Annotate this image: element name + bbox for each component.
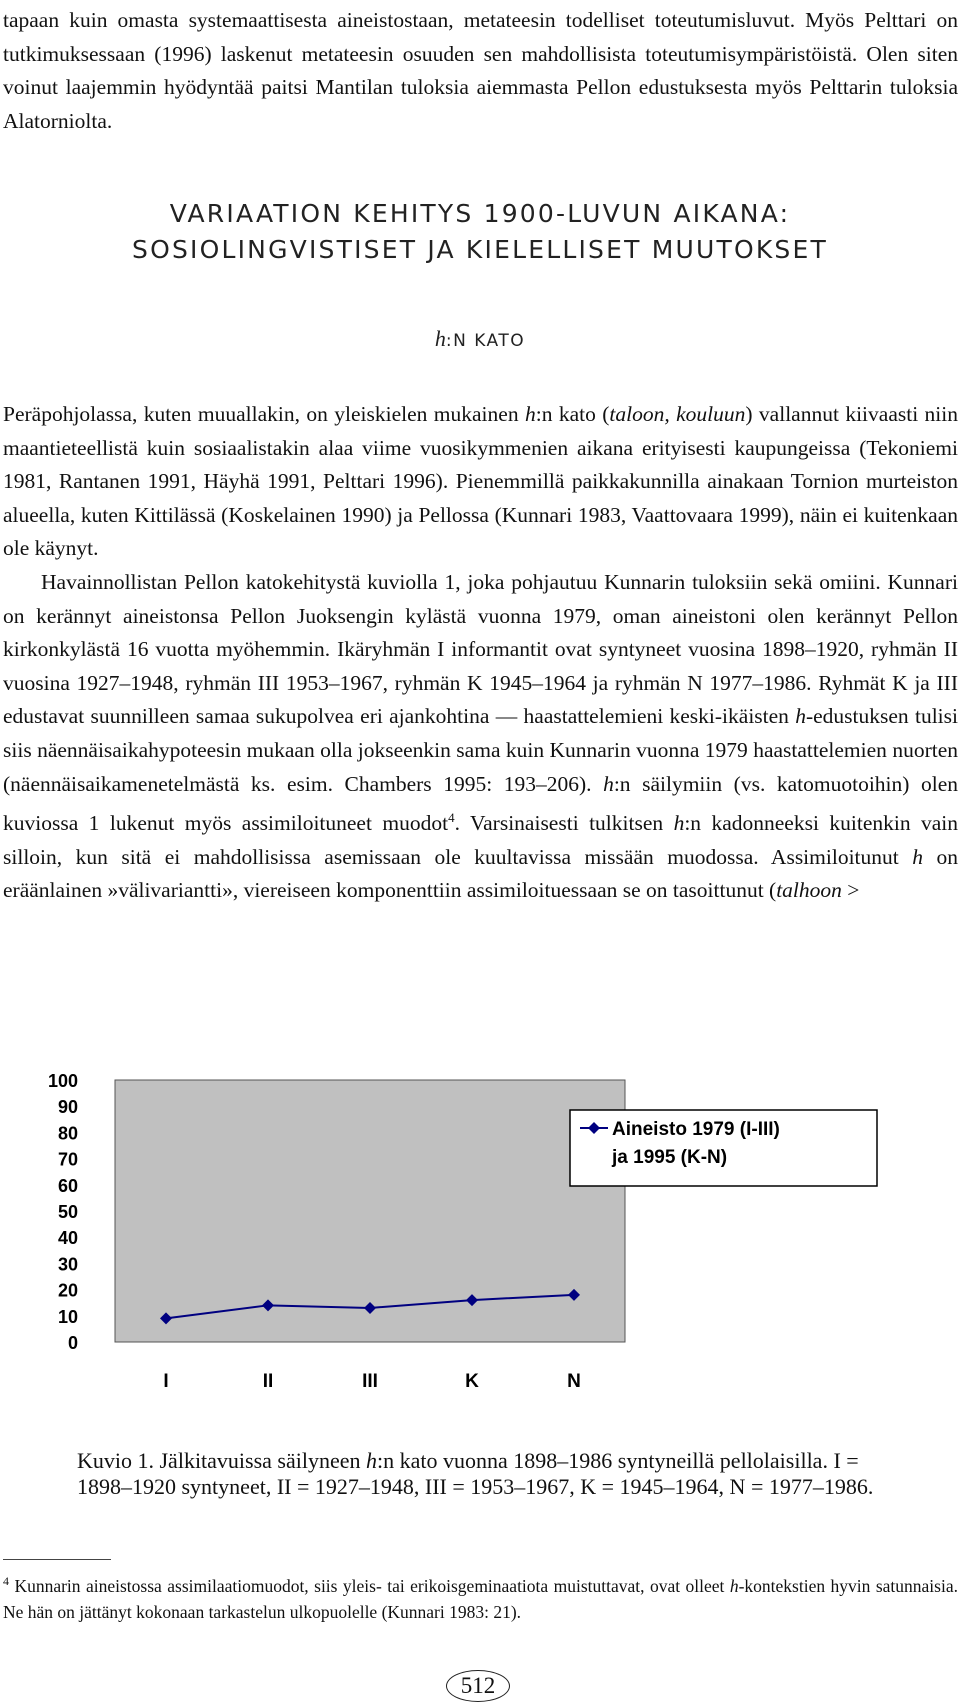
p2-italic-h1: h (795, 704, 806, 729)
section-heading-line1: VARIAATION KEHITYS 1900-LUVUN AIKANA: (169, 199, 791, 228)
x-tick-label: N (567, 1371, 581, 1392)
y-tick-label: 100 (47, 1071, 78, 1091)
figure-caption (77, 1448, 917, 1500)
legend-label-line2: ja 1995 (K-N) (612, 1147, 728, 1168)
subsection-heading-rest: :N KATO (445, 331, 526, 351)
p1-text-b: :n kato ( (535, 402, 610, 426)
x-tick-label: III (362, 1371, 378, 1392)
y-tick-label: 10 (57, 1306, 78, 1327)
paragraph-2 (3, 566, 958, 908)
p2-text-b: -edustuksen tulisi siis näennäisaikahypoteesin mukaan olla jokseenkin sama kuin Kunnarin vuonna 1979 haastattelemien nuorten (näennäisaikamenetelmästä ks. esim. Chambers 1995: 193–206). (3, 704, 958, 796)
section-heading (0, 196, 960, 268)
x-tick-label: I (163, 1371, 169, 1392)
x-tick-label: K (465, 1371, 479, 1392)
y-tick-label: 80 (57, 1123, 78, 1144)
y-tick-label: 60 (57, 1175, 78, 1196)
footnote-ref[interactable]: 4 (448, 810, 455, 826)
page-number: 512 (460, 1673, 496, 1698)
caption-text-b: :n kato vuonna 1898–1986 syntyneillä pellolaisilla. I = 1898–1920 syntyneet, II = 1927–1948, III = 1953–1967, K = 1945–1964, N = 1977–1986. (77, 1448, 874, 1499)
legend-label-line1: Aineisto 1979 (I-III) (612, 1119, 780, 1140)
p2-text-d: . Varsinaisesti tulkitsen (454, 811, 674, 836)
caption-italic-h: h (366, 1448, 378, 1473)
p1-italic-example: taloon, kouluun (609, 402, 746, 426)
line-chart (30, 1070, 910, 1430)
y-tick-label: 70 (57, 1149, 78, 1170)
caption-text-a: Kuvio 1. Jälkitavuissa säilyneen (77, 1448, 367, 1473)
p2-italic-h4: h (912, 844, 923, 869)
legend (570, 1110, 877, 1186)
p2-italic-example: talhoon (776, 878, 842, 903)
p1-text-a: Peräpohjolassa, kuten muuallakin, on yleiskielen mukainen (3, 402, 525, 426)
body-paragraphs (3, 398, 958, 908)
p2-italic-h3: h (673, 811, 685, 836)
y-tick-label: 90 (57, 1097, 78, 1118)
y-tick-label: 0 (67, 1333, 78, 1353)
paragraph-1 (3, 398, 958, 566)
page-number-oval (446, 1670, 510, 1702)
footnote-text-a: Kunnarin aineistossa assimilaatiomuodot, siis yleis- tai erikoisgeminaatiota muistuttavat, ovat olleet (9, 1575, 730, 1596)
subsection-heading (0, 326, 960, 352)
y-tick-label: 40 (57, 1228, 78, 1249)
body-paragraph-top-text: tapaan kuin omasta systemaattisesta aineistostaan, metateesin todelliset toteutumisluvut. Myös Pelttari on tutkimuksessaan (1996) laskenut metateesin osuuden sen mahdollisista toteutumisympäristöistä. Olen siten voinut laajemmin hyödyntää paitsi Mantilan tuloksia aiemmasta Pellon edustuksesta myös Pelttarin tuloksia Alatorniolta. (3, 8, 958, 133)
footnote-number: 4 (3, 1574, 9, 1588)
section-heading-line2: SOSIOLINGVISTISET JA KIELELLISET MUUTOKSET (132, 235, 828, 264)
y-tick-label: 20 (57, 1280, 78, 1301)
y-axis-ticks (48, 1071, 78, 1353)
p2-text-c: :n säilymiin (vs. katomuotoihin) olen kuviossa 1 lukenut myös assimiloituneet muodot (3, 771, 958, 836)
p1-italic-h: h (524, 402, 536, 426)
y-tick-label: 50 (57, 1202, 78, 1222)
p2-text-g: > (841, 878, 860, 903)
footnote (3, 1568, 958, 1625)
x-axis-ticks (163, 1371, 581, 1392)
footnote-rule (3, 1559, 111, 1560)
footnote-text-b: -kontekstien hyvin satunnaisia. Ne hän on jättänyt kokonaan tarkastelun ulkopuolelle (Kunnari 1983: 21). (3, 1575, 958, 1622)
footnote-italic-h: h (729, 1575, 739, 1596)
p2-text-f: on eräänlainen »välivariantti», viereiseen komponenttiin assimiloituessaan se on tasoittunut ( (3, 844, 958, 903)
y-tick-label: 30 (57, 1254, 78, 1275)
p2-text-e: :n kadonneeksi kuitenkin vain silloin, kun sitä ei mahdollisissa asemissaan ole kuultavissa missään muodossa. Assimiloitunut (3, 811, 959, 869)
x-tick-label: II (262, 1371, 274, 1392)
p2-text-a: Havainnollistan Pellon katokehitystä kuviolla 1, joka pohjautuu Kunnarin tuloksiin sekä omiini. Kunnari on kerännyt aineistonsa Pellon Juoksengin kylästä vuonna 1979, oman aineistoni olen kerännyt Pellon kirkonkylästä 16 vuotta myöhemmin. Ikäryhmän I informantit ovat syntyneet vuosina 1898–1920, ryhmän II vuosina 1927–1948, ryhmän III 1953–1967, ryhmän K 1945–1964 ja ryhmän N 1977–1986. Ryhmät K ja III edustavat suunnilleen samaa sukupolvea eri ajankohtina — haastattelemieni keski-ikäisten (3, 569, 958, 729)
p2-italic-h2: h (603, 771, 614, 796)
body-paragraph-top (3, 4, 958, 138)
p1-text-c: ) vallannut kiivaasti niin maantieteellistä kuin sosiaalistakin alaa viime vuosikymmenien aikana erityisesti kaupungeissa (Tekoniemi 1981, Rantanen 1991, Häyhä 1991, Pelttari 1996). Pienemmillä paikkakunnilla ainakaan Tornion murteiston alueella, kuten Kittilässä (Koskelainen 1990) ja Pellossa (Kunnari 1983, Vaattovaara 1999), näin ei kuitenkaan ole käynyt. (3, 402, 959, 561)
subsection-heading-h: h (434, 326, 446, 351)
